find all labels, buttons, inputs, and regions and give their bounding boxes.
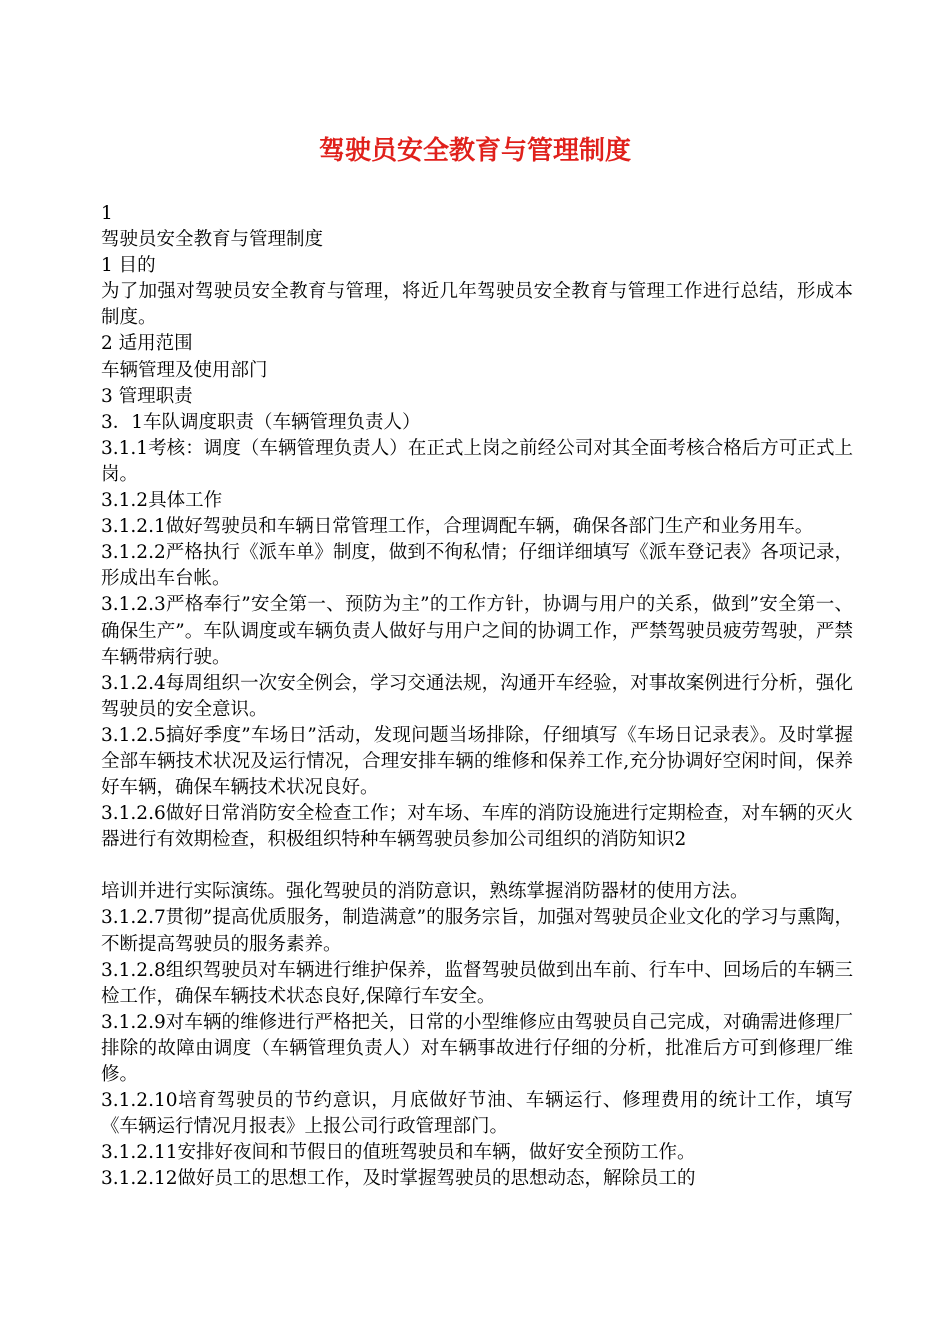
paragraph: 3.1.2.9对车辆的维修进行严格把关，日常的小型维修应由驾驶员自己完成，对确需进修理厂排除的故障由调度（车辆管理负责人）对车辆事故进行仔细的分析，批准后方可到修理厂维修。 bbox=[101, 1011, 853, 1085]
paragraph: 3.1.2.12做好员工的思想工作，及时掌握驾驶员的思想动态，解除员工的 bbox=[101, 1168, 696, 1190]
paragraph: 3.1.2.4每周组织一次安全例会，学习交通法规，沟通开车经验，对事故案例进行分析，强化驾驶员的安全意识。 bbox=[101, 672, 853, 720]
paragraph: 3.1.2.5搞好季度”车场日”活动，发现问题当场排除，仔细填写《车场日记录表》。及时掌握全部车辆技术状况及运行情况，合理安排车辆的维修和保养工作,充分协调好空闲时间，保养好车辆，确保车辆技术状况良好。 bbox=[101, 724, 853, 799]
paragraph: 车辆管理及使用部门 bbox=[101, 359, 268, 381]
subsection-heading: 3.1.2具体工作 bbox=[101, 490, 223, 512]
document-title: 驾驶员安全教育与管理制度 bbox=[318, 136, 631, 166]
paragraph: 3.1.2.1做好驾驶员和车辆日常管理工作，合理调配车辆，确保各部门生产和业务用车。 bbox=[101, 516, 814, 538]
section-heading-purpose: 1 目的 bbox=[101, 255, 156, 277]
paragraph: 3.1.2.8组织驾驶员对车辆进行维护保养，监督驾驶员做到出车前、行车中、回场后的车辆三检工作，确保车辆技术状态良好,保障行车安全。 bbox=[101, 959, 853, 1007]
subsection-heading: 3．1车队调度职责（车辆管理负责人） bbox=[101, 411, 421, 433]
blank-line bbox=[101, 853, 853, 879]
paragraph: 3.1.2.2严格执行《派车单》制度，做到不徇私情；仔细详细填写《派车登记表》各项记录，形成出车台帐。 bbox=[101, 542, 853, 590]
body-heading: 驾驶员安全教育与管理制度 bbox=[101, 229, 324, 251]
section-heading-scope: 2 适用范围 bbox=[101, 333, 193, 355]
paragraph: 培训并进行实际演练。强化驾驶员的消防意识，熟练掌握消防器材的使用方法。 bbox=[101, 881, 749, 903]
paragraph: 3.1.2.7贯彻”提高优质服务，制造满意”的服务宗旨，加强对驾驶员企业文化的学习与熏陶，不断提高驾驶员的服务素养。 bbox=[101, 907, 853, 955]
paragraph: 3.1.2.3严格奉行”安全第一、预防为主”的工作方针，协调与用户的关系，做到”安全第一、确保生产”。车队调度或车辆负责人做好与用户之间的协调工作，严禁驾驶员疲劳驾驶，严禁车辆带病行驶。 bbox=[101, 594, 853, 668]
paragraph: 3.1.2.10培育驾驶员的节约意识，月底做好节油、车辆运行、修理费用的统计工作，填写《车辆运行情况月报表》上报公司行政管理部门。 bbox=[101, 1090, 853, 1138]
document-body bbox=[101, 201, 853, 1192]
paragraph: 3.1.2.11安排好夜间和节假日的值班驾驶员和车辆，做好安全预防工作。 bbox=[101, 1142, 696, 1164]
paragraph: 为了加强对驾驶员安全教育与管理，将近几年驾驶员安全教育与管理工作进行总结，形成本制度。 bbox=[101, 281, 853, 329]
paragraph: 3.1.2.6做好日常消防安全检查工作；对车场、车库的消防设施进行定期检查，对车辆的灭火器进行有效期检查，积极组织特种车辆驾驶员参加公司组织的消防知识2 bbox=[101, 803, 853, 851]
section-heading-duties: 3 管理职责 bbox=[101, 385, 193, 407]
page-number: 1 bbox=[101, 203, 113, 224]
paragraph: 3.1.1考核：调度（车辆管理负责人）在正式上岗之前经公司对其全面考核合格后方可正式上岗。 bbox=[101, 437, 853, 485]
